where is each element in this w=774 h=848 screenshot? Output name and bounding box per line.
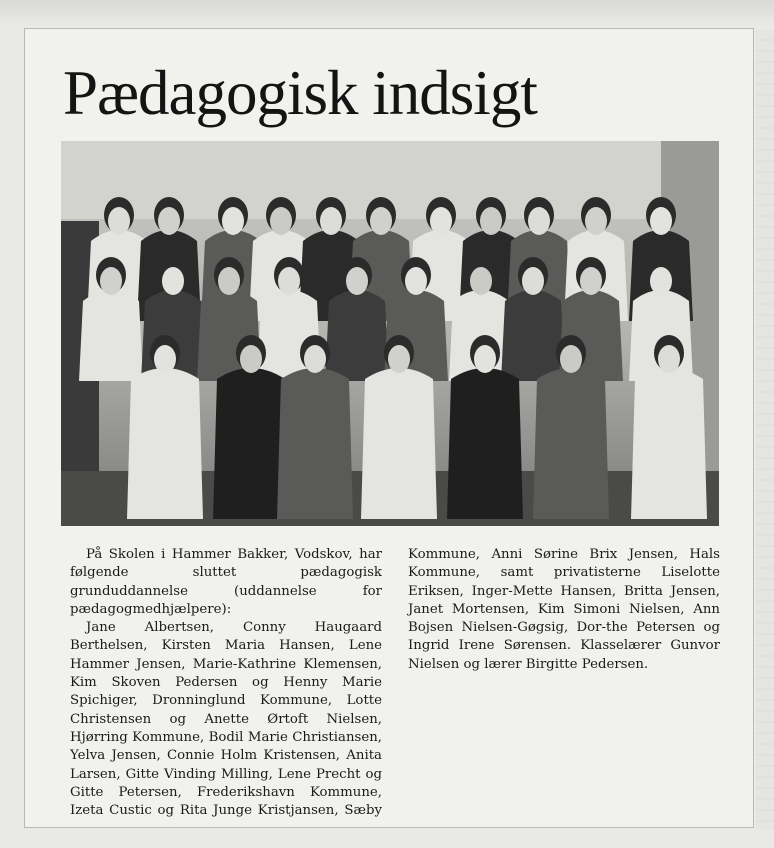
- person-face: [405, 267, 427, 295]
- person-face: [154, 345, 176, 373]
- person-face: [650, 207, 672, 235]
- person-body: [533, 368, 609, 519]
- person-face: [108, 207, 130, 235]
- adjacent-page-edge: [0, 0, 774, 26]
- person-face: [304, 345, 326, 373]
- person-face: [100, 267, 122, 295]
- article-body: [70, 546, 720, 826]
- person-face: [388, 345, 410, 373]
- person-face: [240, 345, 262, 373]
- person-face: [528, 207, 550, 235]
- person-face: [370, 207, 392, 235]
- person-face: [474, 345, 496, 373]
- person-face: [430, 207, 452, 235]
- person-face: [650, 267, 672, 295]
- person-body: [361, 368, 437, 519]
- person-face: [162, 267, 184, 295]
- person-face: [320, 207, 342, 235]
- person-body: [79, 290, 143, 381]
- article-names-paragraph: Jane Albertsen, Conny Haugaard Berthelsen, Kirsten Maria Hansen, Lene Hammer Jensen, Marie-Kathrine Klemensen, Kim Skoven Pedersen og Henny Marie Spichiger, Dronninglund Kommune, Lotte Christensen og Anette Ørtoft Nielsen, Hjørring Kommune, Bodil Marie Christiansen, Yelva Jensen, Connie Holm Kristensen, Anita Larsen, Gitte Vinding Milling, Lene Precht og Gitte Petersen, Frederikshavn Kommune, Izeta Custic og Rita Junge Kristjansen, Sæby Kommune, Anni Sørine Brix Jensen, Hals Kommune, samt privatisterne Liselotte Eriksen, Inger-Mette Hansen, Britta Jensen, Janet Mortensen, Kim Simoni Nielsen, Ann Bojsen Nielsen-Gøgsig, Dor-the Petersen og Ingrid Irene Sørensen. Klasselærer Gunvor Nielsen og lærer Birgitte Pedersen.: [70, 547, 720, 819]
- group-photo-icon: [61, 141, 719, 526]
- person-face: [270, 207, 292, 235]
- person-face: [278, 267, 300, 295]
- person-face: [580, 267, 602, 295]
- person-body: [631, 368, 707, 519]
- person-body: [447, 368, 523, 519]
- person-face: [585, 207, 607, 235]
- adjacent-column-bleed: [756, 30, 774, 830]
- person-body: [127, 368, 203, 519]
- person-face: [480, 207, 502, 235]
- person-face: [346, 267, 368, 295]
- person-face: [658, 345, 680, 373]
- person-face: [158, 207, 180, 235]
- article-intro-paragraph: På Skolen i Hammer Bakker, Vodskov, har følgende sluttet pædagogisk grunduddannelse (uddannelse for pædagogmedhjælpere):: [70, 547, 382, 617]
- newspaper-clipping: [24, 28, 754, 828]
- person-body: [213, 368, 289, 519]
- article-headline: Pædagogisk indsigt: [63, 58, 537, 128]
- person-face: [218, 267, 240, 295]
- person-body: [501, 290, 565, 381]
- person-face: [470, 267, 492, 295]
- person-body: [325, 290, 389, 381]
- person-face: [560, 345, 582, 373]
- person-face: [522, 267, 544, 295]
- person-face: [222, 207, 244, 235]
- person-body: [277, 368, 353, 519]
- group-photo: [61, 141, 719, 526]
